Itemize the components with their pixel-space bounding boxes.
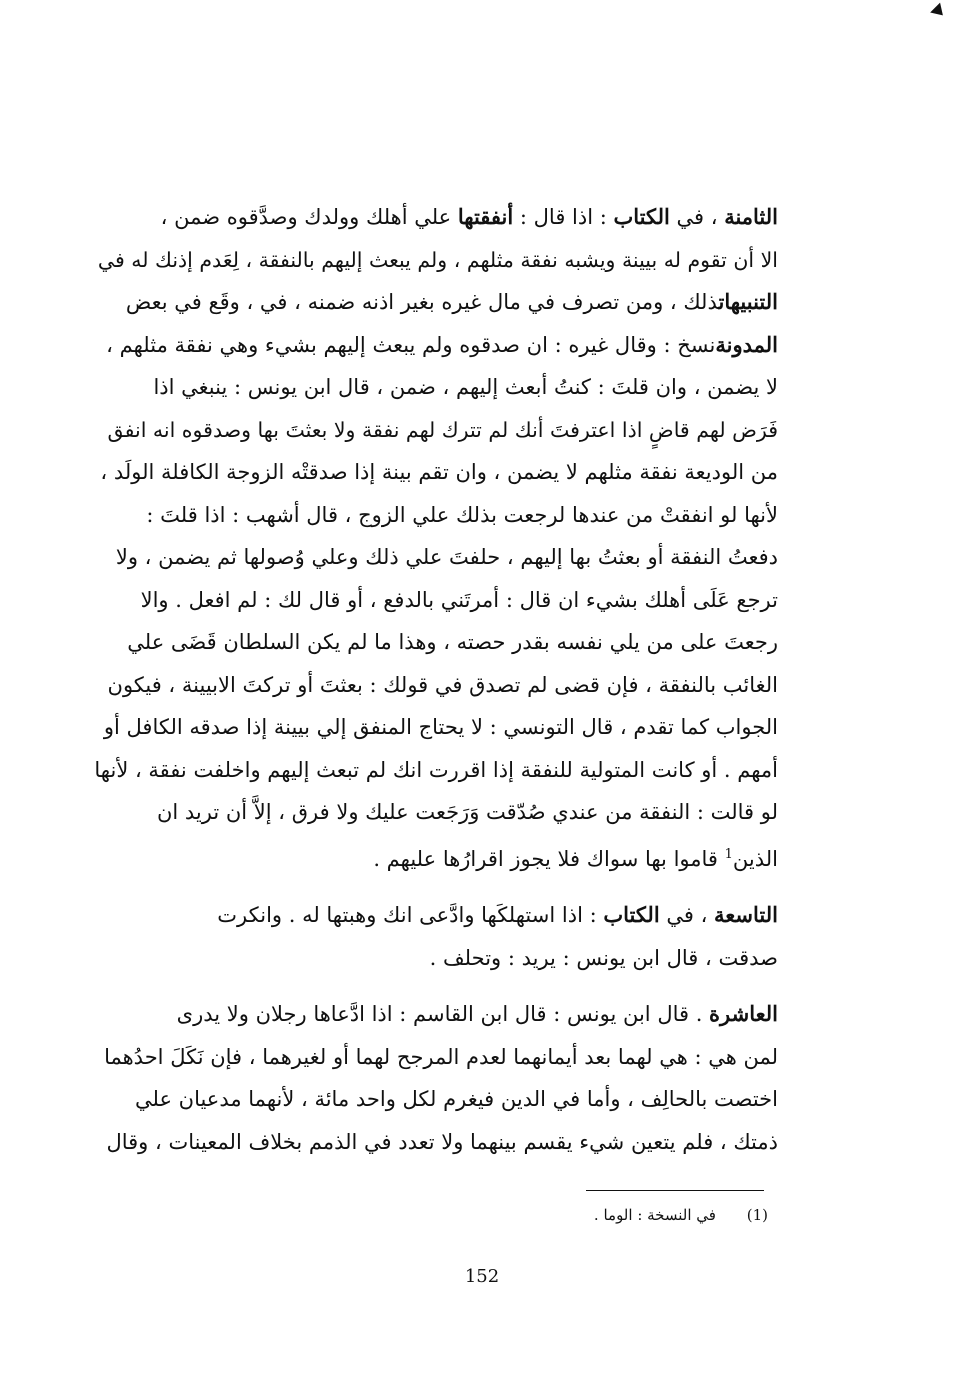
line-text: : اذا استهلكَها وادَّعى انك وهبتها له . وانكرت [217,903,604,927]
line-text: ، وقَع في بعض [125,290,254,314]
text-line [92,621,778,664]
paragraph-gap [92,983,778,993]
line-text: ذلك ، ومن تصرف في مال غيره بغير اذنه ضمنه ، في [253,290,719,314]
text-line [92,1036,778,1079]
line-text: . قال ابن يونس : قال ابن القاسم : اذا ادَّعاها رجلان ولا يدرى [176,1002,710,1026]
line-text: ذمتك ، فلم يتعين شيء يقسم بينهما ولا تعدد في الذمم بخلاف المعينات ، وقال [106,1129,778,1154]
line-text: صدقت ، قال ابن يونس : يريد : وتحلف . [429,945,778,970]
paragraph [92,894,778,979]
text-line [92,706,778,749]
text-line [92,536,778,579]
footnote [594,1206,768,1224]
corner-mark [930,3,948,21]
keyword: الكتاب [603,902,660,927]
text-line [92,749,778,792]
text-line [92,409,778,452]
line-text: ، في [659,903,715,927]
text-line [92,324,778,367]
line-text: لمن هي : هي لهما بعد أيمانهما لعدم المرجح لهما أو لغيرهما ، فإن نَكَلَ احدُهما [104,1044,778,1069]
line-text: دفعتُ النفقة أو بعثتُ بها إليهم ، حلفتَ علي ذلك وعلي وُصولها ثم يضمن ، ولا [115,545,778,569]
text-line [92,894,778,937]
line-text: أمهم . أو كانت المتولية للنفقة إذا اقررت انك لم تبعث إليهم واخلفت نفقة ، لأنها [94,757,778,782]
text-line [92,1121,778,1164]
keyword: التنبيهات [718,289,778,314]
line-text: علي أهلك وولدك وصدَّقوه ضمن ، [160,205,458,229]
text-line [92,937,778,980]
line-text: ترجع عَلَى أهلك بشيء ان قال : أمرتَني بالدفع ، أو قال لك : لم افعل . والا [140,587,778,612]
text-line [92,196,778,239]
line-text: الغائب بالنفقة ، فإن قضى لم تصدق في قولك : بعثتَ أو تركتَ الابيينة ، فيكون [107,672,778,697]
text-line [92,494,778,537]
page-number: 152 [464,1266,500,1287]
line-text: من الوديعة نفقة مثلهم لا يضمن ، وان تقم بينة إذا صدقتْه الزوجة الكافلة الولَد ، [100,460,778,484]
line-text: نسخ [670,332,716,357]
text-line [92,451,778,494]
text-line [92,791,778,834]
keyword: الثامنة [724,204,778,229]
footnote-text: في النسخة : الوما . [593,1206,716,1224]
text-line [92,664,778,707]
line-text: الا أن تقوم له بيينة ويشبه نفقة مثلهم ، ولم يبعث إليهم بالنفقة ، لِعَدم إذنك له في [97,247,778,272]
text-line [92,281,778,324]
line-text: فَرَض لهم قاضٍ اذا اعترفتَ أنك لم تترك لهم نفقة ولا بعثتَ بها وصدقوه انه انفق [107,417,778,442]
text-line [92,579,778,622]
text-line [92,993,778,1036]
line-text: : وقال غيره : ان صدقوه ولم يبعث إليهم بشيء وهي نفقة مثلهم ، [106,332,671,357]
keyword: أنفقتها [457,204,514,229]
line-text: اختصت بالحالِف ، وأما في الدين فيغرم لكل واحد مائة ، لأنهما مدعيان علي [134,1087,778,1111]
text-line [92,834,778,881]
keyword: التاسعة [714,902,778,927]
line-text: : اذا قال : [513,205,614,229]
line-text: لو قالت : النفقة من عندي صُدّقت وَرَجَعت عليك ولا فرق ، إلاَّ أن تريد ان [156,800,778,824]
line-text: لا يضمن ، وان قلتَ : كنتُ أبعث إليهم ، ضمن ، قال ابن يونس : ينبغي اذا [153,375,778,399]
line-text: ، في [669,205,725,229]
text-line [92,239,778,282]
line-text: رجعتَ على من يلي نفسه بقدر حصته ، وهذا ما لم يكن السلطان قَضَى علي [127,630,778,654]
footnote-number: (1) [746,1206,768,1224]
text-line [92,366,778,409]
line-text: الذين [732,846,778,871]
keyword: العاشرة [709,1001,778,1026]
keyword: الكتاب [613,204,670,229]
line-text: لأنها لو انفقتْ من عندها لرجعت بذلك علي الزوج ، قال أشهب : اذا قلتَ : [146,502,778,527]
paragraph-gap [92,884,778,894]
paragraph [92,993,778,1163]
line-text: الجواب كما تقدم ، قال التونسي : لا يحتاج المنفق إلي بيينة إذا صدقه الكافل أو [103,715,778,739]
text-line [92,1078,778,1121]
line-text: قاموا بها سواك فلا يجوز اقرارُها عليهم . [373,846,725,871]
keyword: المدونة [715,331,778,357]
footnote-rule [586,1190,764,1191]
footnote-ref: 1 [724,846,733,862]
paragraph [92,196,778,880]
page-body [92,196,778,1167]
